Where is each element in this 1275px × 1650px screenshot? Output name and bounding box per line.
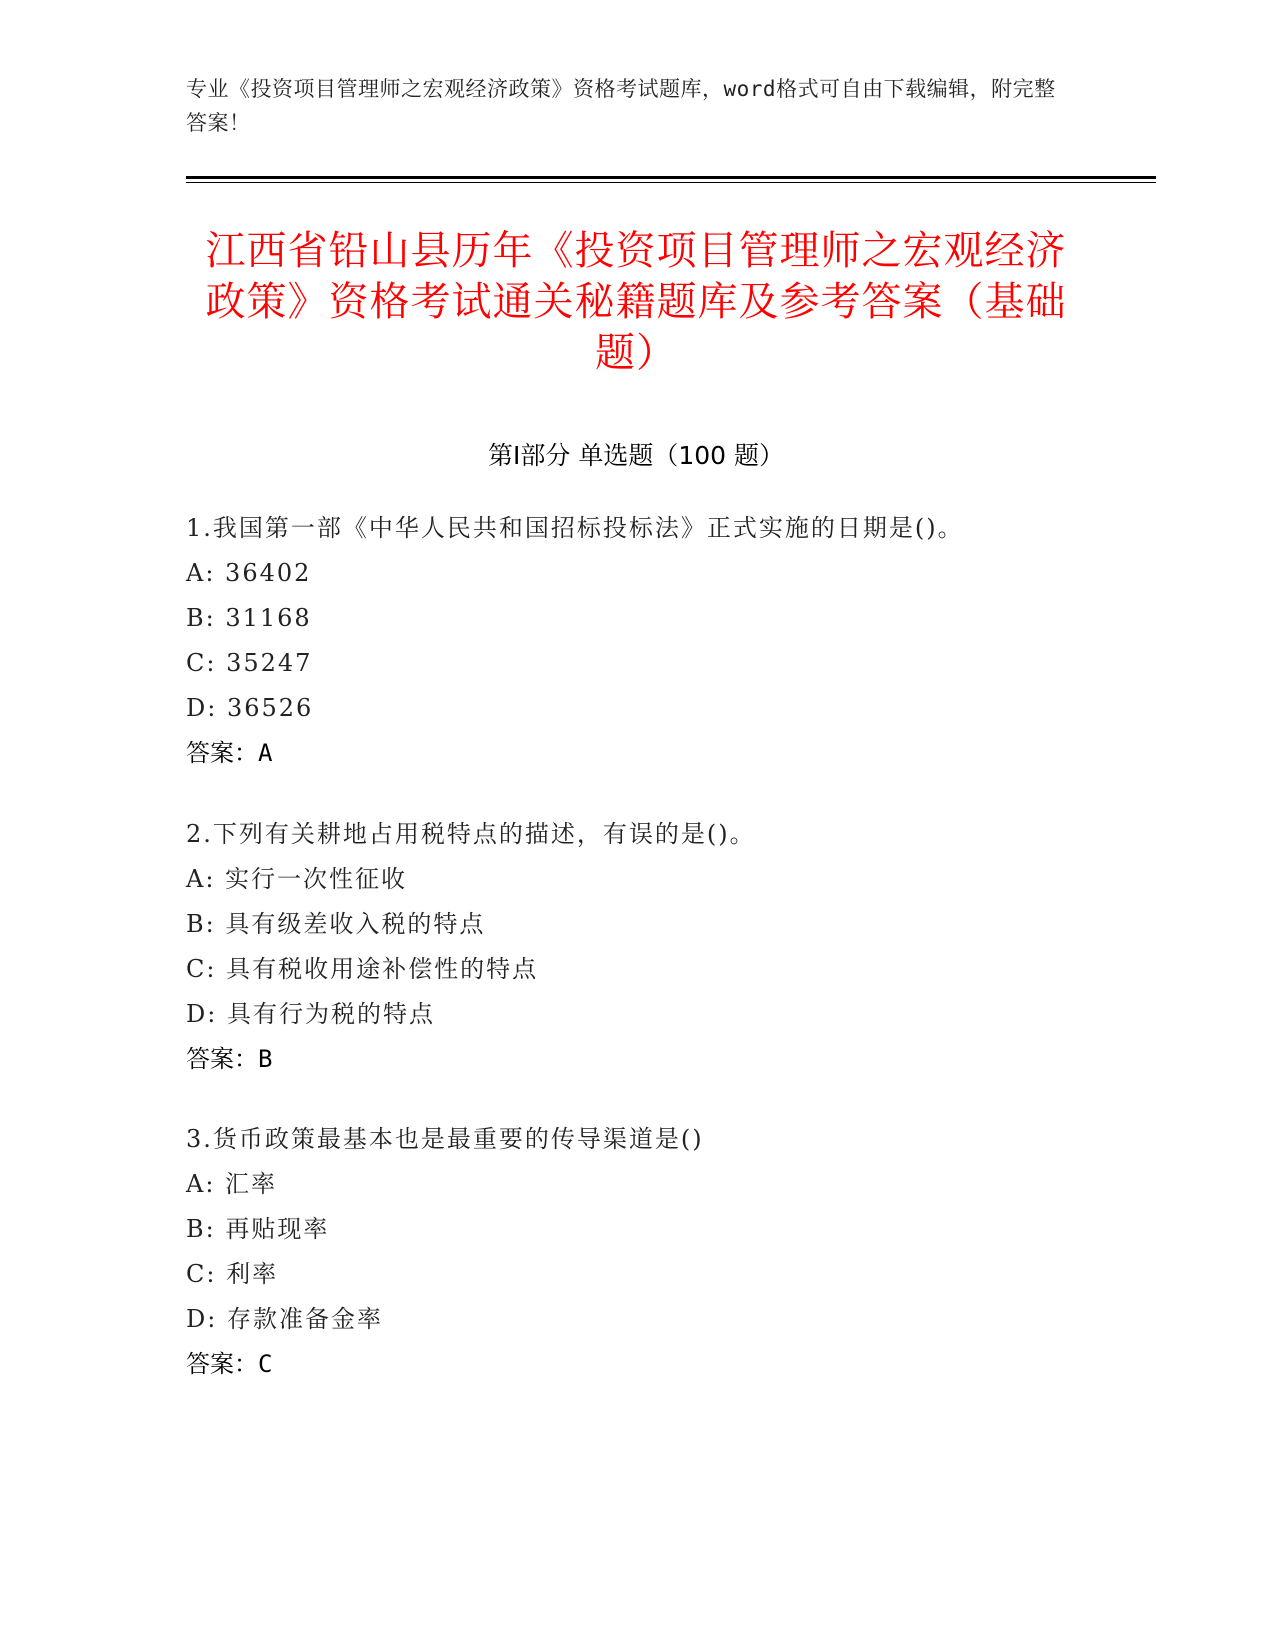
answer-label: 答案： (186, 1045, 258, 1073)
option-a: A: 汇率 (186, 1170, 278, 1198)
question-3 (186, 1117, 1126, 1387)
option-c: C: 利率 (186, 1260, 279, 1288)
question-stem: 3.货币政策最基本也是最重要的传导渠道是() (186, 1125, 704, 1153)
answer-value: A (258, 739, 273, 767)
option-d: D: 存款准备金率 (186, 1305, 383, 1333)
option-a: A: 36402 (186, 559, 312, 587)
answer-line (186, 1037, 1126, 1082)
option-c: C: 35247 (186, 649, 313, 677)
answer-line (186, 731, 1126, 776)
answer-label: 答案： (186, 739, 258, 767)
option-b: B: 再贴现率 (186, 1215, 330, 1243)
option-b: B: 具有级差收入税的特点 (186, 910, 486, 938)
question-1 (186, 506, 1126, 776)
answer-line (186, 1342, 1126, 1387)
section-heading: 第Ⅰ部分 单选题（100 题） (488, 441, 784, 470)
question-stem: 1.我国第一部《中华人民共和国招标投标法》正式实施的日期是()。 (186, 514, 964, 542)
answer-value: C (258, 1350, 273, 1378)
header-note: 专业《投资项目管理师之宏观经济政策》资格考试题库，word格式可自由下载编辑，附完整答案！ (186, 77, 1056, 135)
header-rule-thick (186, 176, 1156, 179)
document-title: 江西省铅山县历年《投资项目管理师之宏观经济政策》资格考试通关秘籍题库及参考答案（基础题） (205, 228, 1067, 376)
option-c: C: 具有税收用途补偿性的特点 (186, 955, 539, 983)
question-stem: 2.下列有关耕地占用税特点的描述，有误的是()。 (186, 820, 756, 848)
question-2 (186, 812, 1126, 1082)
header-rule-thin (186, 182, 1156, 183)
answer-value: B (258, 1045, 273, 1073)
option-b: B: 31168 (186, 604, 312, 632)
option-a: A: 实行一次性征收 (186, 865, 408, 893)
option-d: D: 36526 (186, 694, 314, 722)
answer-label: 答案： (186, 1350, 258, 1378)
option-d: D: 具有行为税的特点 (186, 1000, 435, 1028)
